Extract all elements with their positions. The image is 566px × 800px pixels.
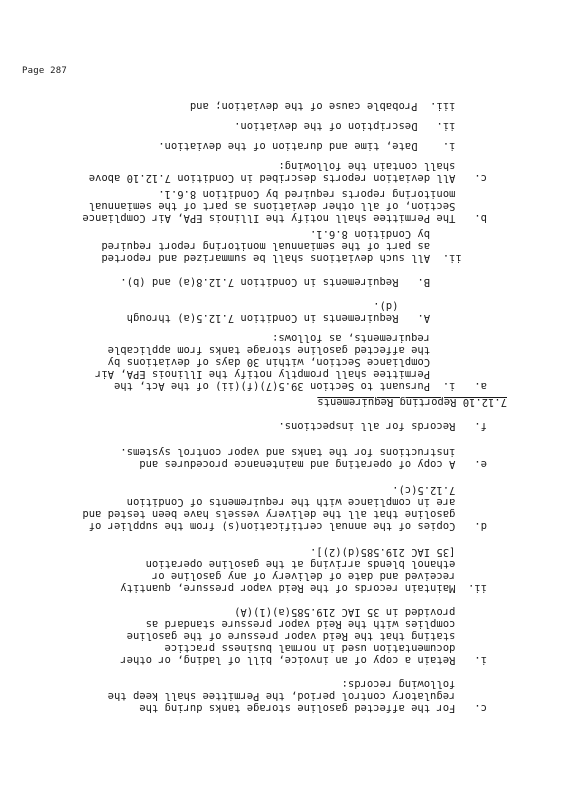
text-line: [35 IAC 219.585(d)(2)]. bbox=[309, 546, 487, 558]
text-line: Permittee shall promptly notify the Illinois EPA, Air bbox=[95, 368, 487, 380]
text-line: d. Copies of the annual certification(s) from the supplier of bbox=[88, 520, 487, 532]
text-line: regulatory control period, the Permittee shall keep the bbox=[107, 690, 487, 702]
text-line: ii. Description of the deviation. bbox=[234, 120, 487, 132]
text-line: shall contain the following: bbox=[278, 160, 487, 172]
text-line: gasoline that all the delivery vessels have been tested and bbox=[82, 508, 487, 520]
text-line: B. Requirements in Condition 7.12.8(a) and (b). bbox=[120, 276, 487, 288]
text-line: i. Date, time and duration of the deviation. bbox=[158, 140, 487, 152]
text-line: provided in 35 IAC 219.585(a)(1)(A) bbox=[234, 606, 487, 618]
text-line: are in compliance with the requirements of Condition bbox=[126, 496, 487, 508]
text-line: requirements, as follows: bbox=[272, 332, 487, 344]
text-line: as part of the semiannual monitoring report required bbox=[101, 240, 487, 252]
text-line: following records: bbox=[341, 678, 487, 690]
text-line: iii. Probable cause of the deviation; and bbox=[189, 100, 487, 112]
text-line: stating that the Reid vapor pressure of the gasoline bbox=[126, 630, 487, 642]
text-line: i. Retain a copy of an invoice, bill of lading, or other bbox=[120, 654, 487, 666]
text-line: c. All deviation reports described in Condition 7.12.10 above bbox=[88, 172, 487, 184]
text-line: ii. Maintain records of the Reid vapor pressure, quantity bbox=[120, 582, 487, 594]
text-line: ii. All such deviations shall be summarized and reported bbox=[101, 252, 487, 264]
text-line: by Condition 8.6.1. bbox=[309, 228, 487, 240]
text-line: received and date of delivery of any gasoline or bbox=[151, 570, 487, 582]
text-line: A. Requirements in Condition 7.12.5(a) through bbox=[126, 312, 487, 324]
text-line: ethanol blends arriving at the gasoline operation bbox=[145, 558, 487, 570]
page-header: Page 287 bbox=[22, 66, 67, 76]
text-line: monitoring reports required by Condition 8.6.1. bbox=[158, 188, 487, 200]
text-line: a. i. Pursuant to Section 39.5(7)(f)(ii) of the Act, the bbox=[114, 380, 487, 392]
text-line: instructions for the tanks and vapor control systems. bbox=[120, 446, 487, 458]
section-heading: 7.12.10 Reporting Requirements bbox=[317, 396, 507, 408]
text-line: Compliance Section, within 30 days of deviations by bbox=[107, 356, 487, 368]
text-line: e. A copy of operating and maintenance procedures and bbox=[139, 458, 487, 470]
text-line: f. Records for all inspections. bbox=[278, 420, 487, 432]
text-line: complies with the Reid vapor pressure standard as bbox=[145, 618, 487, 630]
text-line: b. The Permittee shall notify the Illinois EPA, Air Compliance bbox=[82, 212, 487, 224]
text-line: Section, of all other deviations as part of the semiannual bbox=[88, 200, 487, 212]
text-line: 7.12.5(c). bbox=[392, 484, 487, 496]
text-line: the affected gasoline storage tanks from applicable bbox=[107, 344, 487, 356]
text-line: (d). bbox=[373, 300, 487, 312]
text-line: c. For the affected gasoline storage tanks during the bbox=[139, 702, 487, 714]
text-line: documentation used in normal business practice bbox=[164, 642, 487, 654]
